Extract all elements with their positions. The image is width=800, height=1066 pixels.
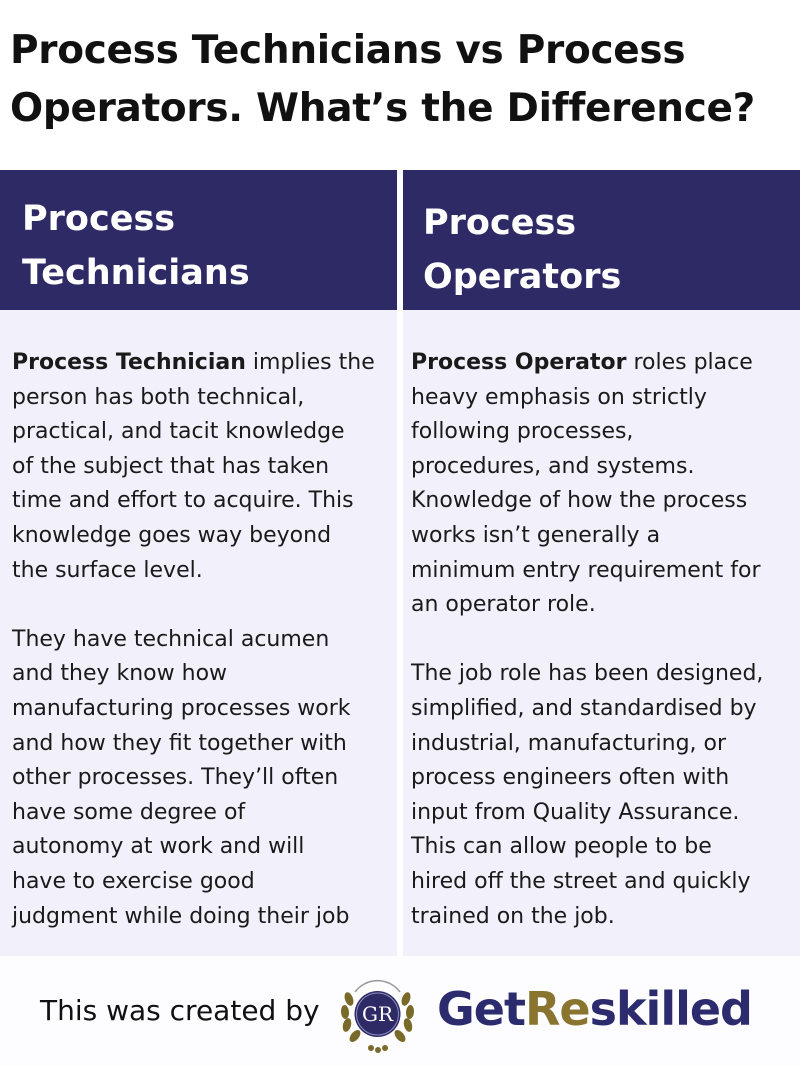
heading-line: Process <box>423 203 577 243</box>
svg-text:GR: GR <box>361 1002 394 1026</box>
operators-column <box>403 170 800 956</box>
lead-rest: roles place <box>626 350 753 375</box>
text-line: the surface level. <box>12 557 203 583</box>
text-line: person has both technical, <box>12 384 305 410</box>
text-line: minimum entry requirement for <box>411 557 761 583</box>
text-line: hired off the street and quickly <box>411 868 751 894</box>
text-line: works isn’t generally a <box>411 522 661 548</box>
text-line: and they know how <box>12 661 228 687</box>
brand-part: Get <box>437 982 525 1036</box>
text-line: practical, and tacit knowledge <box>12 419 345 445</box>
text-line: and how they fit together with <box>12 730 347 756</box>
text-line: following processes, <box>411 419 634 445</box>
technicians-column <box>0 170 397 956</box>
technicians-heading <box>0 170 397 310</box>
operators-heading <box>403 170 800 310</box>
text-line: Knowledge of how the process <box>411 488 748 514</box>
text-line: of the subject that has taken <box>12 453 330 479</box>
text-line: simplified, and standardised by <box>411 695 757 721</box>
operators-description <box>403 310 800 934</box>
paragraph-gap <box>411 623 800 658</box>
text-line: manufacturing processes work <box>12 695 351 721</box>
text-line: time and effort to acquire. This <box>12 488 354 514</box>
technicians-description <box>0 310 397 934</box>
footer <box>0 956 800 1066</box>
text-line: The job role has been designed, <box>411 661 764 687</box>
lead-bold: Process Operator <box>411 350 627 375</box>
text-line: input from Quality Assurance. <box>411 799 740 825</box>
text-line: procedures, and systems. <box>411 453 695 479</box>
title-line: Process Technicians vs Process <box>10 28 686 73</box>
text-line: This can allow people to be <box>411 834 712 860</box>
text-line: knowledge goes way beyond <box>12 522 332 548</box>
brand-part: Re <box>524 982 590 1036</box>
text-line: judgment while doing their job <box>12 903 350 929</box>
lead-bold: Process Technician <box>12 350 246 375</box>
lead-line <box>411 346 800 381</box>
text-line: They have technical acumen <box>12 626 330 652</box>
text-line: heavy emphasis on strictly <box>411 384 707 410</box>
text-line: trained on the job. <box>411 903 615 929</box>
text-line: other processes. They’ll often <box>12 765 339 791</box>
heading-line: Technicians <box>22 253 250 293</box>
paragraph-gap <box>12 588 397 623</box>
brand-name <box>437 982 752 1036</box>
text-line: an operator role. <box>411 592 596 618</box>
text-line: process engineers often with <box>411 765 730 791</box>
brand-part: skilled <box>589 982 752 1036</box>
page-title <box>10 22 755 138</box>
text-line: autonomy at work and will <box>12 834 305 860</box>
text-line: have to exercise good <box>12 868 255 894</box>
heading-line: Process <box>22 199 176 239</box>
text-line: have some degree of <box>12 799 246 825</box>
title-line: Operators. What’s the Difference? <box>10 86 756 131</box>
lead-rest: implies the <box>245 350 375 375</box>
lead-line <box>12 346 397 381</box>
text-line: industrial, manufacturing, or <box>411 730 727 756</box>
credit-text: This was created by <box>40 994 320 1027</box>
getreskilled-logo-icon <box>335 974 420 1054</box>
heading-line: Operators <box>423 257 622 297</box>
